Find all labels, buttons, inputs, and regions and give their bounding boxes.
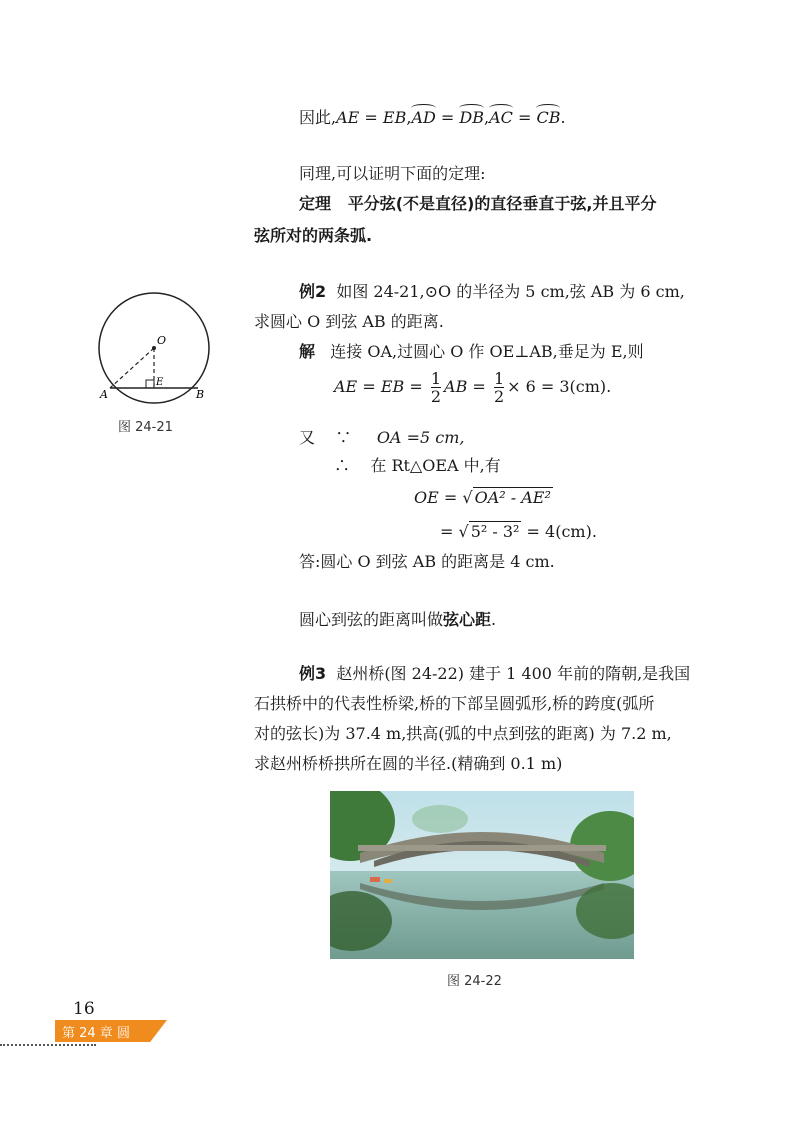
equation-oe: OE = √ OA² - AE² (414, 488, 551, 507)
fraction-half-2: $\frac{1}{2}$ (493, 369, 505, 406)
label-b: B (196, 388, 205, 401)
equation-result: = √ 5² - 3² = 4(cm). (440, 522, 597, 541)
zhaozhou-bridge-photo (330, 791, 634, 959)
label-a: A (100, 388, 108, 401)
example3-label: 例3 (299, 664, 327, 683)
theorem-line-2: 弦所对的两条弧. (254, 226, 373, 245)
dotted-rule (0, 1044, 96, 1046)
arc-db: DB (459, 108, 484, 127)
arc-cb: CB (536, 108, 561, 127)
example2-line-2: 求圆心 O 到弦 AB 的距离. (254, 312, 444, 331)
figure-24-21-caption: 图 24-21 (118, 420, 173, 435)
conclusion-line: 因此,AE = EB,AD = DB,AC = CB. (299, 108, 566, 127)
example3-line-3: 对的弦长)为 37.4 m,拱高(弧的中点到弦的距离) 为 7.2 m, (254, 724, 672, 743)
chapter-label: 第 24 章 圆 (62, 1026, 130, 1041)
label-e: E (156, 377, 164, 388)
theorem-line-1: 定理 平分弦(不是直径)的直径垂直于弦,并且平分 (299, 194, 657, 213)
example2-line-1: 例2 如图 24-21,⊙O 的半径为 5 cm,弦 AB 为 6 cm, (299, 282, 685, 301)
therefore-line: ∴ 在 Rt△OEA 中,有 (334, 456, 501, 475)
circle-figure (92, 290, 232, 410)
same-reason-line: 同理,可以证明下面的定理: (299, 164, 486, 183)
answer-line: 答:圆心 O 到弦 AB 的距离是 4 cm. (299, 552, 555, 571)
because-line: 又 ∵ OA =5 cm, (299, 428, 465, 447)
arc-ac: AC (489, 108, 513, 127)
solve-label: 解 (299, 342, 316, 361)
definition-line: 圆心到弦的距离叫做弦心距. (299, 610, 497, 629)
equation-ae: AE = EB = $\frac{1}{2}$ AB = $\frac{1}{2}$ × 6 = 3(cm). (334, 369, 612, 406)
example3-line-4: 求赵州桥桥拱所在圆的半径.(精确到 0.1 m) (254, 754, 563, 773)
figure-24-22-caption: 图 24-22 (447, 974, 502, 989)
fraction-half: $\frac{1}{2}$ (430, 369, 442, 406)
example3-line-2: 石拱桥中的代表性桥梁,桥的下部呈圆弧形,桥的跨度(弧所 (254, 694, 655, 713)
arc-ad: AD (411, 108, 436, 127)
term-chord-distance: 弦心距 (443, 610, 492, 629)
theorem-label: 定理 (299, 194, 332, 213)
label-o: O (157, 334, 167, 347)
example3-line-1: 例3 赵州桥(图 24-22) 建于 1 400 年前的隋朝,是我国 (299, 664, 691, 683)
example2-label: 例2 (299, 282, 327, 301)
page-number: 16 (73, 999, 95, 1019)
solve-line: 解 连接 OA,过圆心 O 作 OE⊥AB,垂足为 E,则 (299, 342, 644, 361)
